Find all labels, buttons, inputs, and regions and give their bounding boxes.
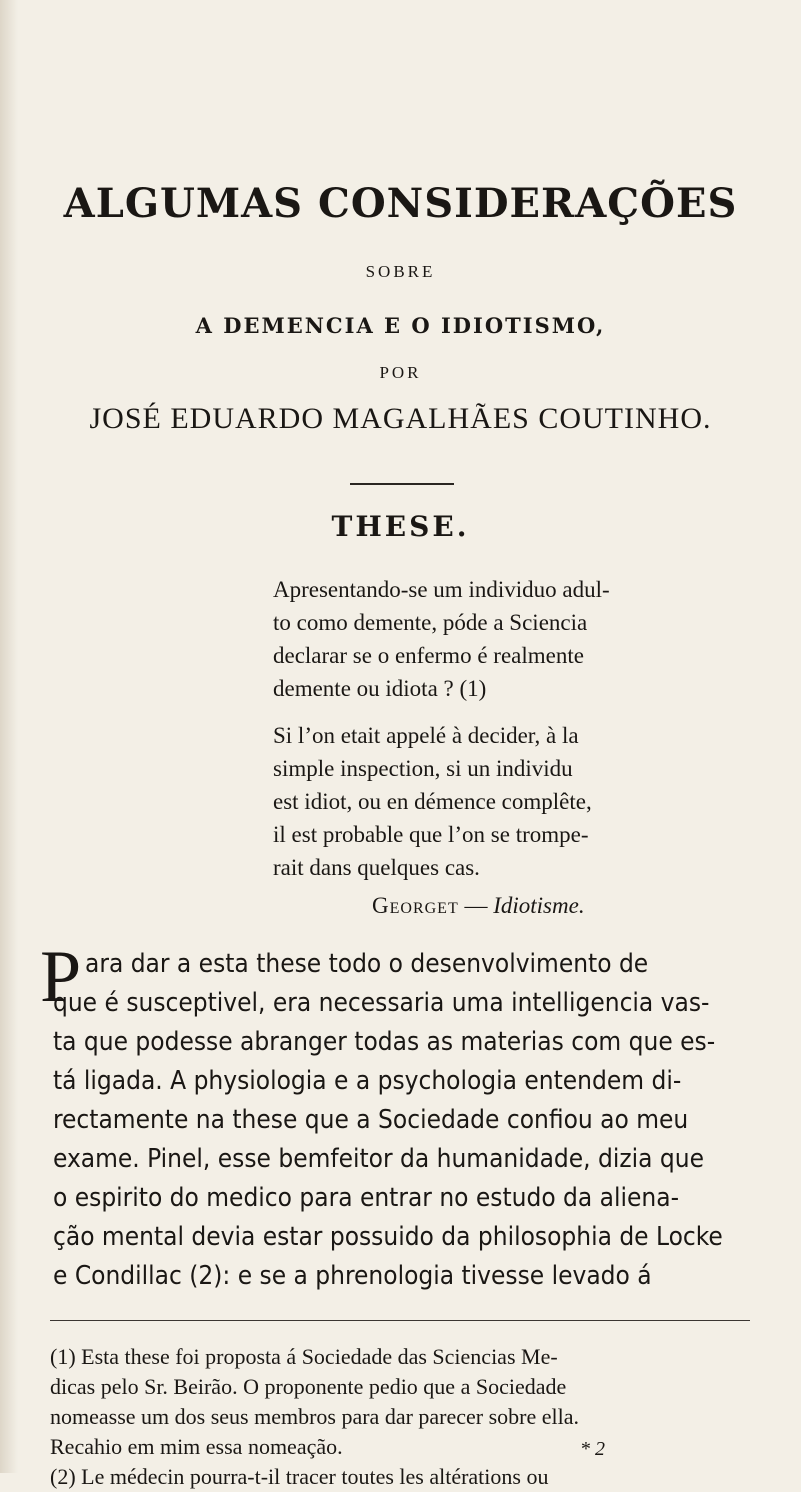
body-line: ção mental devia estar possuido da philosophia de Locke <box>53 1222 723 1252</box>
epigraph-portuguese <box>273 573 743 705</box>
epigraph-line: to como demente, póde a Sciencia <box>273 610 588 635</box>
footnote-line: (1) Esta these foi proposta á Sociedade das Sciencias Me- <box>50 1344 558 1369</box>
attribution-dash: — <box>458 893 494 918</box>
attribution-work: Idiotisme. <box>493 893 585 918</box>
epigraph-line: Si l’on etait appelé à decider, à la <box>273 723 579 748</box>
epigraph-french <box>273 719 743 884</box>
footnotes <box>50 1342 762 1492</box>
footnote-line: Recahio em mim essa nomeação. <box>50 1434 343 1459</box>
epigraph-line: est idiot, ou en démence complête, <box>273 789 592 814</box>
title: ALGUMAS CONSIDERAÇÕES <box>63 180 738 227</box>
author-name: JOSÉ EDUARDO MAGALHÃES COUTINHO. <box>89 402 712 435</box>
body-line: que é susceptivel, era necessaria uma intelligencia vas- <box>53 988 710 1018</box>
body-paragraph <box>53 945 751 1296</box>
footnote-line: dicas pelo Sr. Beirão. O proponente pedio que a Sociedade <box>50 1374 567 1399</box>
drop-cap: P <box>40 936 82 1018</box>
epigraph-line: Apresentando-se um individuo adul- <box>273 577 610 602</box>
thesis-label: THESE. <box>331 510 470 543</box>
attribution-author: Georget <box>372 893 459 918</box>
epigraph-line: rait dans quelques cas. <box>273 855 480 880</box>
epigraph-line: simple inspection, si un individu <box>273 756 573 781</box>
signature-mark: * 2 <box>580 1438 605 1460</box>
body-line: ta que podesse abranger todas as materias com que es- <box>53 1027 716 1057</box>
divider-rule <box>350 483 454 485</box>
footnote-rule <box>50 1320 750 1321</box>
body-line: tá ligada. A physiologia e a psychologia entendem di- <box>53 1066 682 1096</box>
footnote-line: nomeasse um dos seus membros para dar parecer sobre ella. <box>50 1404 580 1429</box>
body-line: exame. Pinel, esse bemfeitor da humanidade, dizia que <box>53 1144 705 1174</box>
epigraph-line: il est probable que l’on se trompe- <box>273 822 589 847</box>
epigraph-line: declarar se o enfermo é realmente <box>273 643 584 668</box>
sobre-label: SOBRE <box>365 262 436 281</box>
epigraph-line: demente ou idiota ? (1) <box>273 676 487 701</box>
body-line: ara dar a esta these todo o desenvolvimento de <box>85 949 649 979</box>
body-line: rectamente na these que a Sociedade confiou ao meu <box>53 1105 689 1135</box>
por-label: POR <box>379 363 422 382</box>
epigraph-attribution <box>372 893 585 919</box>
subject-line: A DEMENCIA E O IDIOTISMO, <box>195 313 606 338</box>
body-line: o espirito do medico para entrar no estudo da aliena- <box>53 1183 680 1213</box>
footnote-line: (2) Le médecin pourra-t-il tracer toutes les altérations ou <box>50 1464 549 1489</box>
body-line: e Condillac (2): e se a phrenologia tivesse levado á <box>53 1261 652 1291</box>
